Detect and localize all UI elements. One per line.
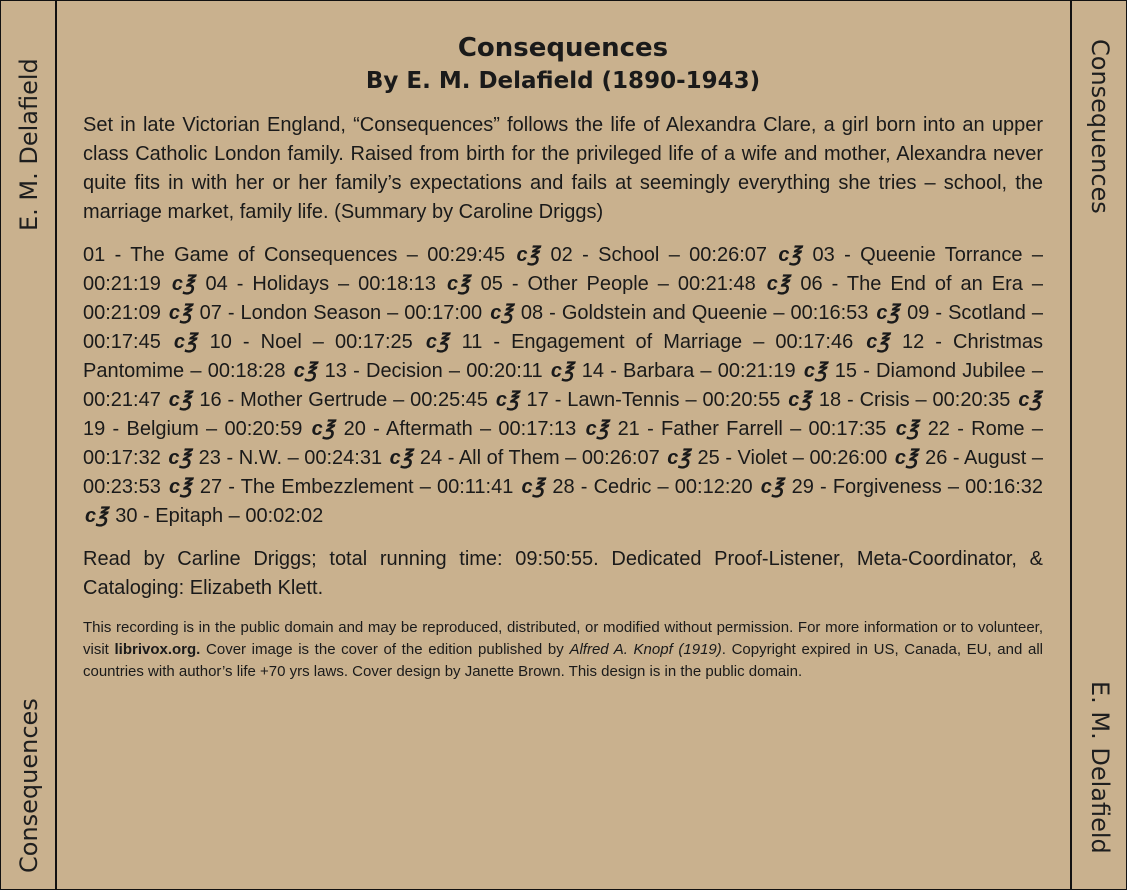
chapter-separator-icon: ᴄ℥: [894, 447, 918, 469]
chapter-item: 15 - Diamond Jubilee – 00:21:47: [83, 360, 1044, 411]
notice-part3: . Copyright expired in US, Canada, EU, and all countries with author’s life +70 yrs laws. Cover design by Janette Brown. This design is in the public domain.: [83, 641, 1043, 680]
chapter-separator-icon: ᴄ℥: [766, 273, 790, 295]
chapter-separator-icon: ᴄ℥: [425, 331, 449, 353]
chapter-item: 04 - Holidays – 00:18:13: [205, 273, 437, 295]
chapter-item: 18 - Crisis – 00:20:35: [818, 389, 1011, 411]
chapter-item: 01 - The Game of Consequences – 00:29:45: [83, 244, 506, 266]
book-title: Consequences: [457, 33, 669, 63]
chapter-separator-icon: ᴄ℥: [495, 389, 519, 411]
chapter-item: 26 - August – 00:23:53: [83, 447, 1043, 498]
notice-part1: This recording is in the public domain and may be reproduced, distributed, or modified without permission. For more information or to volunteer, visit: [83, 619, 1043, 658]
public-domain-notice: [83, 617, 1043, 683]
chapter-item: 03 - Queenie Torrance – 00:21:19: [83, 244, 1044, 295]
publisher-name: Alfred A. Knopf (1919): [569, 641, 722, 658]
chapter-item: 09 - Scotland – 00:17:45: [83, 302, 1044, 353]
chapter-item: 19 - Belgium – 00:20:59: [83, 418, 303, 440]
chapter-separator-icon: ᴄ℥: [447, 273, 470, 295]
chapter-separator-icon: ᴄ℥: [788, 389, 811, 411]
cover-content: [83, 31, 1043, 683]
chapter-separator-icon: ᴄ℥: [173, 331, 197, 353]
chapter-separator-icon: ᴄ℥: [389, 447, 413, 469]
chapter-separator-icon: ᴄ℥: [866, 331, 889, 353]
right-spine-author: E. M. Delafield: [1086, 681, 1114, 854]
chapter-item: 20 - Aftermath – 00:17:13: [343, 418, 577, 440]
chapter-item: 27 - The Embezzlement – 00:11:41: [199, 476, 514, 498]
left-spine-title: Consequences: [15, 698, 43, 873]
chapter-separator-icon: ᴄ℥: [760, 476, 784, 498]
chapter-item: 29 - Forgiveness – 00:16:32: [791, 476, 1044, 498]
chapter-item: 07 - London Season – 00:17:00: [199, 302, 483, 324]
chapter-item: 02 - School – 00:26:07: [550, 244, 768, 266]
chapter-item: 08 - Goldstein and Queenie – 00:16:53: [520, 302, 869, 324]
chapter-item: 22 - Rome – 00:17:32: [83, 418, 1043, 469]
chapter-item: 28 - Cedric – 00:12:20: [552, 476, 753, 498]
right-spine: [1070, 1, 1126, 889]
summary-text: Set in late Victorian England, “Consequences” follows the life of Alexandra Clare, a girl born into an upper class Catholic London family. Raised from birth for the privileged life of a wife and mother, Alexandra never quite fits in with her or her family’s expectations and fails at seemingly everything she tries – school, the marriage market, family life. (Summary by Caroline Driggs): [83, 114, 1043, 223]
chapter-separator-icon: ᴄ℥: [585, 418, 609, 440]
credits-text: Read by Carline Driggs; total running time: 09:50:55. Dedicated Proof-Listener, Meta-Coordinator, & Cataloging: Elizabeth Klett.: [83, 548, 1043, 599]
chapter-item: 21 - Father Farrell – 00:17:35: [617, 418, 887, 440]
chapter-item: 10 - Noel – 00:17:25: [209, 331, 413, 353]
chapter-separator-icon: ᴄ℥: [169, 476, 192, 498]
chapter-separator-icon: ᴄ℥: [667, 447, 690, 469]
chapter-separator-icon: ᴄ℥: [803, 360, 827, 382]
chapter-separator-icon: ᴄ℥: [311, 418, 335, 440]
chapter-item: 06 - The End of an Era – 00:21:09: [83, 273, 1043, 324]
chapter-separator-icon: ᴄ℥: [516, 244, 540, 266]
chapter-separator-icon: ᴄ℥: [895, 418, 919, 440]
chapter-separator-icon: ᴄ℥: [171, 273, 195, 295]
chapter-item: 23 - N.W. – 00:24:31: [198, 447, 383, 469]
chapter-separator-icon: ᴄ℥: [168, 389, 192, 411]
chapter-separator-icon: ᴄ℥: [85, 505, 108, 527]
chapter-separator-icon: ᴄ℥: [1018, 389, 1042, 411]
chapter-item: 16 - Mother Gertrude – 00:25:45: [199, 389, 488, 411]
chapter-separator-icon: ᴄ℥: [168, 302, 192, 324]
book-author: By E. M. Delafield (1890-1943): [365, 68, 761, 94]
chapter-separator-icon: ᴄ℥: [168, 447, 192, 469]
notice-part2: Cover image is the cover of the edition published by: [200, 641, 570, 658]
chapter-item: 05 - Other People – 00:21:48: [480, 273, 756, 295]
chapter-separator-icon: ᴄ℥: [778, 244, 802, 266]
chapter-separator-icon: ᴄ℥: [293, 360, 317, 382]
chapter-item: 17 - Lawn-Tennis – 00:20:55: [526, 389, 781, 411]
chapter-item: 14 - Barbara – 00:21:19: [581, 360, 796, 382]
left-spine: [1, 1, 57, 889]
chapter-list: [83, 241, 1043, 531]
chapter-separator-icon: ᴄ℥: [521, 476, 545, 498]
chapter-item: 12 - Christmas Pantomime – 00:18:28: [83, 331, 1044, 382]
chapter-separator-icon: ᴄ℥: [876, 302, 900, 324]
chapter-separator-icon: ᴄ℥: [550, 360, 574, 382]
chapter-item: 24 - All of Them – 00:26:07: [419, 447, 660, 469]
chapter-item: 11 - Engagement of Marriage – 00:17:46: [461, 331, 854, 353]
chapter-item: 13 - Decision – 00:20:11: [324, 360, 543, 382]
left-spine-author: E. M. Delafield: [15, 58, 43, 231]
chapter-separator-icon: ᴄ℥: [490, 302, 513, 324]
chapter-item: 30 - Epitaph – 00:02:02: [115, 505, 324, 527]
librivox-link[interactable]: librivox.org.: [114, 641, 201, 658]
right-spine-title: Consequences: [1086, 39, 1114, 214]
chapter-item: 25 - Violet – 00:26:00: [697, 447, 888, 469]
